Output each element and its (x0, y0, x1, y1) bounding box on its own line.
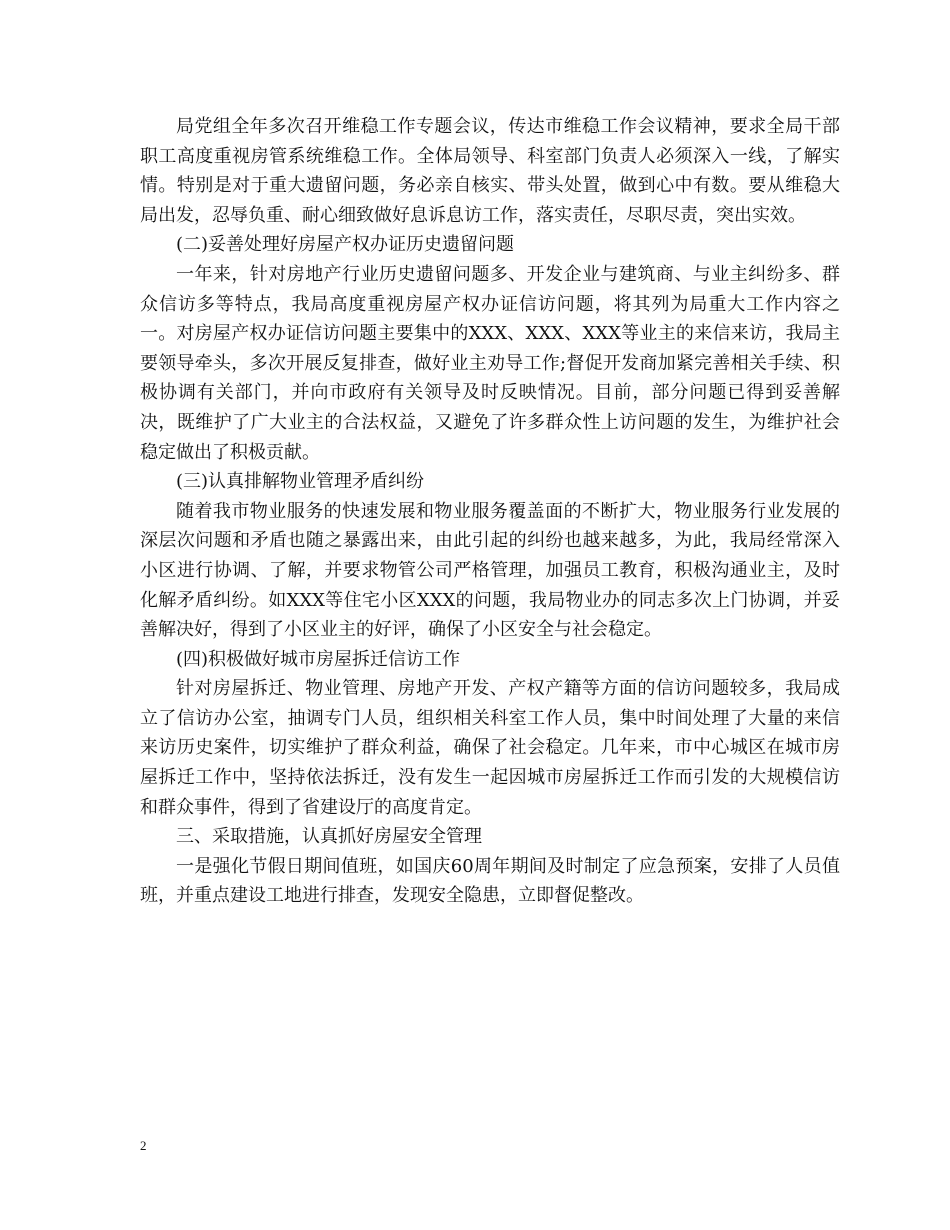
section-heading-property-management: (三)认真排解物业管理矛盾纠纷 (176, 471, 425, 493)
paragraph-property-certificates: 一年来，针对房地产行业历史遗留问题多、开发企业与建筑商、与业主纠纷多、群众信访多等特点，我局高度重视房屋产权办证信访问题，将其列为局重大工作内容之一。对房屋产权办证信访问题主要集中的XXX、XXX、XXX等业主的来信来访，我局主要领导牵头，多次开展反复排查，做好业主劝导工作;督促开发商加紧完善相关手续、积极协调有关部门，并向市政府有关领导及时反映情况。目前，部分问题已得到妥善解决，既维护了广大业主的合法权益，又避免了许多群众性上访问题的发生，为维护社会稳定做出了积极贡献。 (140, 263, 840, 463)
section-heading-demolition-petitions: (四)积极做好城市房屋拆迁信访工作 (176, 648, 461, 670)
paragraph-property-management: 随着我市物业服务的快速发展和物业服务覆盖面的不断扩大，物业服务行业发展的深层次问题和矛盾也随之暴露出来，由此引起的纠纷也越来越多，为此，我局经常深入小区进行协调、了解，并要求物管公司严格管理，加强员工教育，积极沟通业主，及时化解矛盾纠纷。如XXX等住宅小区XXX的问题，我局物业办的同志多次上门协调，并妥善解决好，得到了小区业主的好评，确保了小区安全与社会稳定。 (140, 500, 840, 641)
paragraph-stability-meetings: 局党组全年多次召开维稳工作专题会议，传达市维稳工作会议精神，要求全局干部职工高度重视房管系统维稳工作。全体局领导、科室部门负责人必须深入一线，了解实情。特别是对于重大遗留问题，务必亲自核实、带头处置，做到心中有数。要从维稳大局出发，忍辱负重、耐心细致做好息诉息访工作，落实责任，尽职尽责，突出实效。 (140, 116, 840, 226)
document-body (140, 112, 840, 911)
section-heading-property-certificates: (二)妥善处理好房屋产权办证历史遗留问题 (176, 234, 515, 256)
section-heading-housing-safety: 三、采取措施，认真抓好房屋安全管理 (176, 826, 482, 848)
page-number: 2 (140, 1138, 147, 1153)
paragraph-holiday-duty: 一是强化节假日期间值班，如国庆60周年期间及时制定了应急预案，安排了人员值班，并重点建设工地进行排查，发现安全隐患，立即督促整改。 (140, 855, 840, 907)
paragraph-demolition-petitions: 针对房屋拆迁、物业管理、房地产开发、产权产籍等方面的信访问题较多，我局成立了信访办公室，抽调专门人员，组织相关科室工作人员，集中时间处理了大量的来信来访历史案件，切实维护了群众利益，确保了社会稳定。几年来，市中心城区在城市房屋拆迁工作中，坚持依法拆迁，没有发生一起因城市房屋拆迁工作而引发的大规模信访和群众事件，得到了省建设厅的高度肯定。 (140, 678, 840, 818)
